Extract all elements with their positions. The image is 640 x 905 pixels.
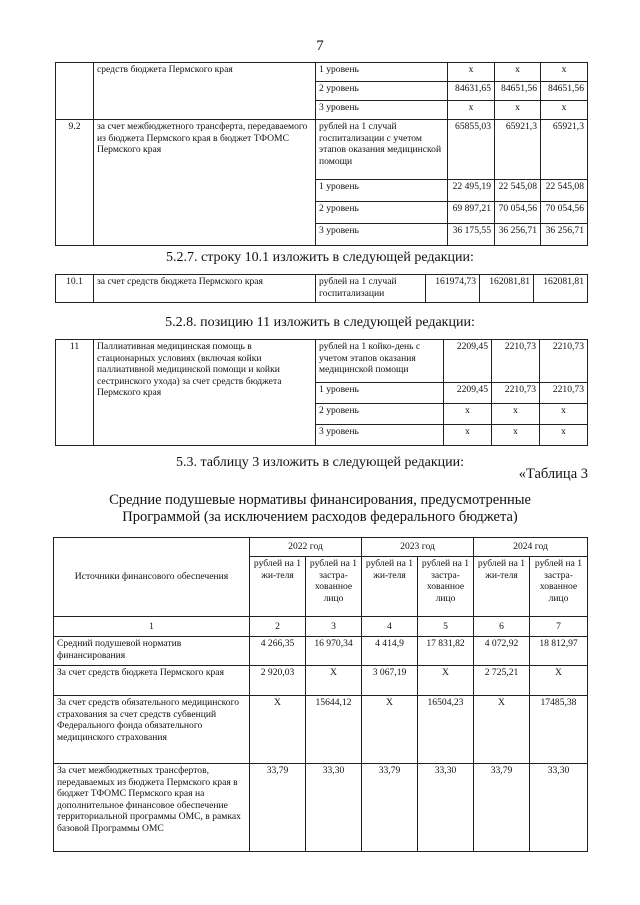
- unit-cell: 2 уровень: [316, 202, 448, 224]
- row-number: 9.2: [56, 120, 94, 246]
- value-cell: 2209,45: [444, 340, 492, 383]
- per-resident-header: рублей на 1 жи-теля: [362, 557, 418, 617]
- unit-cell: рублей на 1 койко-день с учетом этапов оказания медицинской помощи: [316, 340, 444, 383]
- source-header: Источники финансового обеспечения: [54, 538, 250, 617]
- value-cell: 2210,73: [492, 383, 540, 404]
- value-cell: 84651,56: [495, 82, 541, 101]
- unit-cell: 3 уровень: [316, 101, 448, 120]
- table-3: [53, 537, 588, 852]
- value-cell: 2210,73: [492, 340, 540, 383]
- unit-cell: 3 уровень: [316, 425, 444, 446]
- value-cell: х: [492, 425, 540, 446]
- value-cell: 70 054,56: [495, 202, 541, 224]
- value-cell: 22 495,19: [448, 180, 495, 202]
- value-cell: 22 545,08: [495, 180, 541, 202]
- value-cell: 4 414,9: [362, 637, 418, 666]
- row-number: 10.1: [56, 275, 94, 303]
- value-cell: Х: [250, 696, 306, 764]
- row-number: 11: [56, 340, 94, 446]
- value-cell: х: [540, 425, 588, 446]
- page-number: 7: [316, 38, 324, 54]
- column-number: 7: [530, 617, 588, 637]
- value-cell: 17 831,82: [418, 637, 474, 666]
- value-cell: Х: [306, 666, 362, 696]
- table-row-11: [55, 339, 588, 446]
- column-number: 1: [54, 617, 250, 637]
- value-cell: 16 970,34: [306, 637, 362, 666]
- table-title-line-2: Программой (за исключением расходов федерального бюджета): [122, 509, 518, 525]
- value-cell: 33,79: [250, 764, 306, 852]
- value-cell: 161974,73: [426, 275, 480, 303]
- table-label: «Таблица 3: [518, 466, 588, 482]
- unit-cell: 2 уровень: [316, 82, 448, 101]
- value-cell: 2209,45: [444, 383, 492, 404]
- unit-cell: рублей на 1 случай госпитализации: [316, 275, 426, 303]
- value-cell: 17485,38: [530, 696, 588, 764]
- column-number: 6: [474, 617, 530, 637]
- value-cell: 2210,73: [540, 383, 588, 404]
- heading-5-2-7: 5.2.7. строку 10.1 изложить в следующей редакции:: [166, 250, 474, 265]
- source-cell: Паллиативная медицинская помощь в стационарных условиях (включая койки паллиативной медицинской помощи и койки сестринского ухода) за счет средств бюджета Пермского края: [94, 340, 316, 446]
- value-cell: 2 920,03: [250, 666, 306, 696]
- unit-cell: 1 уровень: [316, 383, 444, 404]
- unit-cell: 3 уровень: [316, 224, 448, 246]
- value-cell: х: [492, 404, 540, 425]
- value-cell: 162081,81: [480, 275, 534, 303]
- source-cell: за счет межбюджетного трансферта, передаваемого из бюджета Пермского края в бюджет ТФОМС Пермского края: [94, 120, 316, 246]
- value-cell: 33,30: [418, 764, 474, 852]
- value-cell: х: [541, 63, 588, 82]
- value-cell: 33,30: [306, 764, 362, 852]
- value-cell: 70 054,56: [541, 202, 588, 224]
- heading-5-2-8: 5.2.8. позицию 11 изложить в следующей редакции:: [165, 315, 475, 330]
- column-number: 2: [250, 617, 306, 637]
- year-header: 2024 год: [474, 538, 588, 557]
- value-cell: 36 256,71: [541, 224, 588, 246]
- row-label: За счет средств бюджета Пермского края: [54, 666, 250, 696]
- per-resident-header: рублей на 1 жи-теля: [474, 557, 530, 617]
- value-cell: 4 266,35: [250, 637, 306, 666]
- year-header: 2023 год: [362, 538, 474, 557]
- column-number: 3: [306, 617, 362, 637]
- value-cell: 16504,23: [418, 696, 474, 764]
- row-label: За счет средств обязательного медицинского страхования за счет средств субвенций Федерального фонда обязательного медицинского страхования: [54, 696, 250, 764]
- year-header: 2022 год: [250, 538, 362, 557]
- row-label: Средний подушевой норматив финансирования: [54, 637, 250, 666]
- value-cell: 15644,12: [306, 696, 362, 764]
- per-resident-header: рублей на 1 жи-теля: [250, 557, 306, 617]
- unit-cell: 1 уровень: [316, 180, 448, 202]
- value-cell: 2 725,21: [474, 666, 530, 696]
- value-cell: х: [495, 63, 541, 82]
- row-label: За счет межбюджетных трансфертов, передаваемых из бюджета Пермского края в бюджет ТФОМС Пермского края на дополнительное финансовое обеспечение территориальной программы ОМС, в рамках базовой Программы ОМС: [54, 764, 250, 852]
- value-cell: 65921,3: [541, 120, 588, 180]
- value-cell: 2210,73: [540, 340, 588, 383]
- per-insured-header: рублей на 1 застра-хованное лицо: [530, 557, 588, 617]
- value-cell: Х: [474, 696, 530, 764]
- unit-cell: 1 уровень: [316, 63, 448, 82]
- value-cell: х: [540, 404, 588, 425]
- value-cell: 18 812,97: [530, 637, 588, 666]
- value-cell: 33,79: [362, 764, 418, 852]
- source-cell: средств бюджета Пермского края: [94, 63, 316, 120]
- value-cell: Х: [530, 666, 588, 696]
- unit-cell: 2 уровень: [316, 404, 444, 425]
- value-cell: 36 175,55: [448, 224, 495, 246]
- value-cell: х: [495, 101, 541, 120]
- column-number: 5: [418, 617, 474, 637]
- value-cell: 22 545,08: [541, 180, 588, 202]
- unit-cell: рублей на 1 случай госпитализации с учетом этапов оказания медицинской помощи: [316, 120, 448, 180]
- value-cell: 65921,3: [495, 120, 541, 180]
- table-row-10-1: [55, 274, 588, 303]
- value-cell: 84651,56: [541, 82, 588, 101]
- value-cell: Х: [418, 666, 474, 696]
- value-cell: х: [541, 101, 588, 120]
- row-number: [56, 63, 94, 120]
- per-insured-header: рублей на 1 застра-хованное лицо: [418, 557, 474, 617]
- per-insured-header: рублей на 1 застра-хованное лицо: [306, 557, 362, 617]
- table-row-9: [55, 62, 588, 246]
- column-number: 4: [362, 617, 418, 637]
- value-cell: х: [444, 425, 492, 446]
- value-cell: х: [448, 63, 495, 82]
- value-cell: 33,30: [530, 764, 588, 852]
- value-cell: 4 072,92: [474, 637, 530, 666]
- value-cell: 84631,65: [448, 82, 495, 101]
- value-cell: Х: [362, 696, 418, 764]
- value-cell: 33,79: [474, 764, 530, 852]
- value-cell: 3 067,19: [362, 666, 418, 696]
- value-cell: 36 256,71: [495, 224, 541, 246]
- value-cell: 65855,03: [448, 120, 495, 180]
- value-cell: х: [448, 101, 495, 120]
- source-cell: за счет средств бюджета Пермского края: [94, 275, 316, 303]
- value-cell: 162081,81: [534, 275, 588, 303]
- value-cell: х: [444, 404, 492, 425]
- heading-5-3: 5.3. таблицу 3 изложить в следующей редакции:: [175, 455, 465, 470]
- table-title-line-1: Средние подушевые нормативы финансирования, предусмотренные: [109, 492, 531, 508]
- value-cell: 69 897,21: [448, 202, 495, 224]
